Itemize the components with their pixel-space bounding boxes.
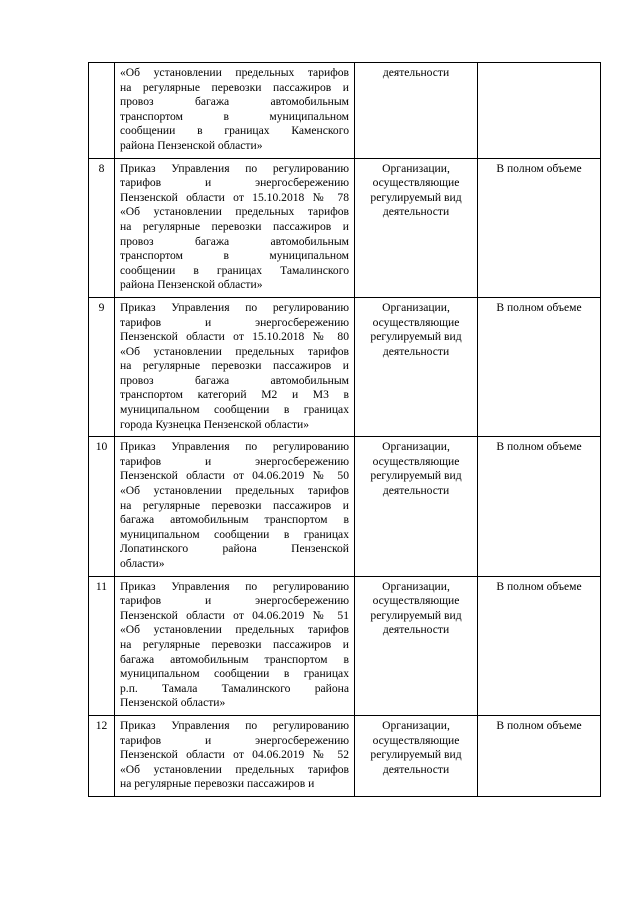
description-line: муниципальном сообщении в границах: [120, 527, 349, 541]
entities-line: осуществляющие: [372, 454, 460, 468]
description-line: «Об установлении предельных тарифов: [120, 623, 349, 637]
application-scope: [478, 63, 601, 159]
table-row: [89, 158, 601, 297]
document-description: [115, 158, 355, 297]
description-line: «Об установлении предельных тарифов: [120, 344, 349, 358]
applicable-entities: [355, 437, 478, 576]
description-line: Приказ Управления по регулированию: [120, 579, 349, 593]
table-row: [89, 297, 601, 436]
entities-line: Организации,: [382, 300, 450, 314]
description-line: области»: [120, 557, 165, 570]
description-line: провоз багажа автомобильным: [120, 95, 349, 109]
entities-line: деятельности: [382, 205, 450, 219]
applicable-entities: [355, 576, 478, 715]
document-description: [115, 576, 355, 715]
table-row: [89, 576, 601, 715]
table-row: [89, 715, 601, 796]
description-line: тарифов и энергосбережению: [120, 315, 349, 329]
description-line: Пензенской области от 04.06.2019 № 50: [120, 469, 349, 483]
entities-line: регулируемый вид: [370, 330, 462, 344]
document-description: [115, 297, 355, 436]
application-scope: В полном объеме: [478, 715, 601, 796]
applicable-entities: [355, 63, 478, 159]
description-line: р.п. Тамала Тамалинского района: [120, 681, 349, 695]
entities-line: деятельности: [382, 344, 450, 358]
description-line: тарифов и энергосбережению: [120, 176, 349, 190]
description-line: муниципальном сообщении в границах: [120, 403, 349, 417]
entities-line: регулируемый вид: [370, 469, 462, 483]
description-line: транспортом в муниципальном: [120, 109, 349, 123]
description-line: Приказ Управления по регулированию: [120, 161, 349, 175]
description-line: тарифов и энергосбережению: [120, 594, 349, 608]
document-description: [115, 437, 355, 576]
description-line: Пензенской области от 04.06.2019 № 51: [120, 608, 349, 622]
entities-line: Организации,: [382, 161, 450, 175]
description-line: багажа автомобильным транспортом в: [120, 652, 349, 666]
entities-line: деятельности: [382, 484, 450, 498]
entities-line: регулируемый вид: [370, 190, 462, 204]
description-line: на регулярные перевозки пассажиров и: [120, 777, 315, 791]
row-number: 12: [89, 715, 115, 796]
row-number: 8: [89, 158, 115, 297]
entities-line: деятельности: [382, 762, 450, 776]
applicable-entities: [355, 297, 478, 436]
row-number: 10: [89, 437, 115, 576]
description-line: Пензенской области от 15.10.2018 № 80: [120, 330, 349, 344]
table-body: [89, 63, 601, 797]
description-line: тарифов и энергосбережению: [120, 454, 349, 468]
regulations-table: [88, 62, 601, 797]
entities-line: деятельности: [382, 66, 450, 79]
description-line: на регулярные перевозки пассажиров и: [120, 637, 349, 651]
entities-line: регулируемый вид: [370, 748, 462, 762]
description-line: «Об установлении предельных тарифов: [120, 205, 349, 219]
applicable-entities: [355, 158, 478, 297]
description-line: сообщении в границах Тамалинского: [120, 263, 349, 277]
application-scope: В полном объеме: [478, 576, 601, 715]
description-line: на регулярные перевозки пассажиров и: [120, 219, 349, 233]
application-scope: В полном объеме: [478, 437, 601, 576]
description-line: сообщении в границах Каменского: [120, 124, 349, 138]
description-line: Приказ Управления по регулированию: [120, 440, 349, 454]
description-line: Пензенской области от 04.06.2019 № 52: [120, 748, 349, 762]
entities-line: Организации,: [382, 579, 450, 593]
description-line: тарифов и энергосбережению: [120, 733, 349, 747]
description-line: «Об установлении предельных тарифов: [120, 762, 349, 776]
description-line: муниципальном сообщении в границах: [120, 667, 349, 681]
description-line: «Об установлении предельных тарифов: [120, 484, 349, 498]
description-line: района Пензенской области»: [120, 138, 263, 152]
description-line: Лопатинского района Пензенской: [120, 542, 349, 556]
document-description: [115, 63, 355, 159]
table-row: [89, 63, 601, 159]
entities-line: осуществляющие: [372, 733, 460, 747]
description-line: Приказ Управления по регулированию: [120, 718, 349, 732]
entities-line: осуществляющие: [372, 176, 460, 190]
description-line: Приказ Управления по регулированию: [120, 300, 349, 314]
entities-line: регулируемый вид: [370, 608, 462, 622]
description-line: провоз багажа автомобильным: [120, 234, 349, 248]
applicable-entities: [355, 715, 478, 796]
entities-line: осуществляющие: [372, 594, 460, 608]
application-scope: В полном объеме: [478, 158, 601, 297]
entities-line: деятельности: [382, 623, 450, 637]
entities-line: Организации,: [382, 440, 450, 454]
row-number: 11: [89, 576, 115, 715]
row-number: [89, 63, 115, 159]
description-line: багажа автомобильным транспортом в: [120, 513, 349, 527]
description-line: на регулярные перевозки пассажиров и: [120, 359, 349, 373]
application-scope: В полном объеме: [478, 297, 601, 436]
entities-line: осуществляющие: [372, 315, 460, 329]
description-line: «Об установлении предельных тарифов: [120, 66, 349, 79]
description-line: Пензенской области»: [120, 696, 226, 710]
description-line: транспортом в муниципальном: [120, 249, 349, 263]
description-line: на регулярные перевозки пассажиров и: [120, 498, 349, 512]
entities-line: Организации,: [382, 718, 450, 732]
description-line: Пензенской области от 15.10.2018 № 78: [120, 190, 349, 204]
description-line: транспортом категорий М2 и М3 в: [120, 388, 349, 402]
description-line: провоз багажа автомобильным: [120, 373, 349, 387]
row-number: 9: [89, 297, 115, 436]
description-line: района Пензенской области»: [120, 278, 263, 292]
description-line: города Кузнецка Пензенской области»: [120, 417, 310, 431]
description-line: на регулярные перевозки пассажиров и: [120, 80, 349, 94]
table-row: [89, 437, 601, 576]
document-description: [115, 715, 355, 796]
